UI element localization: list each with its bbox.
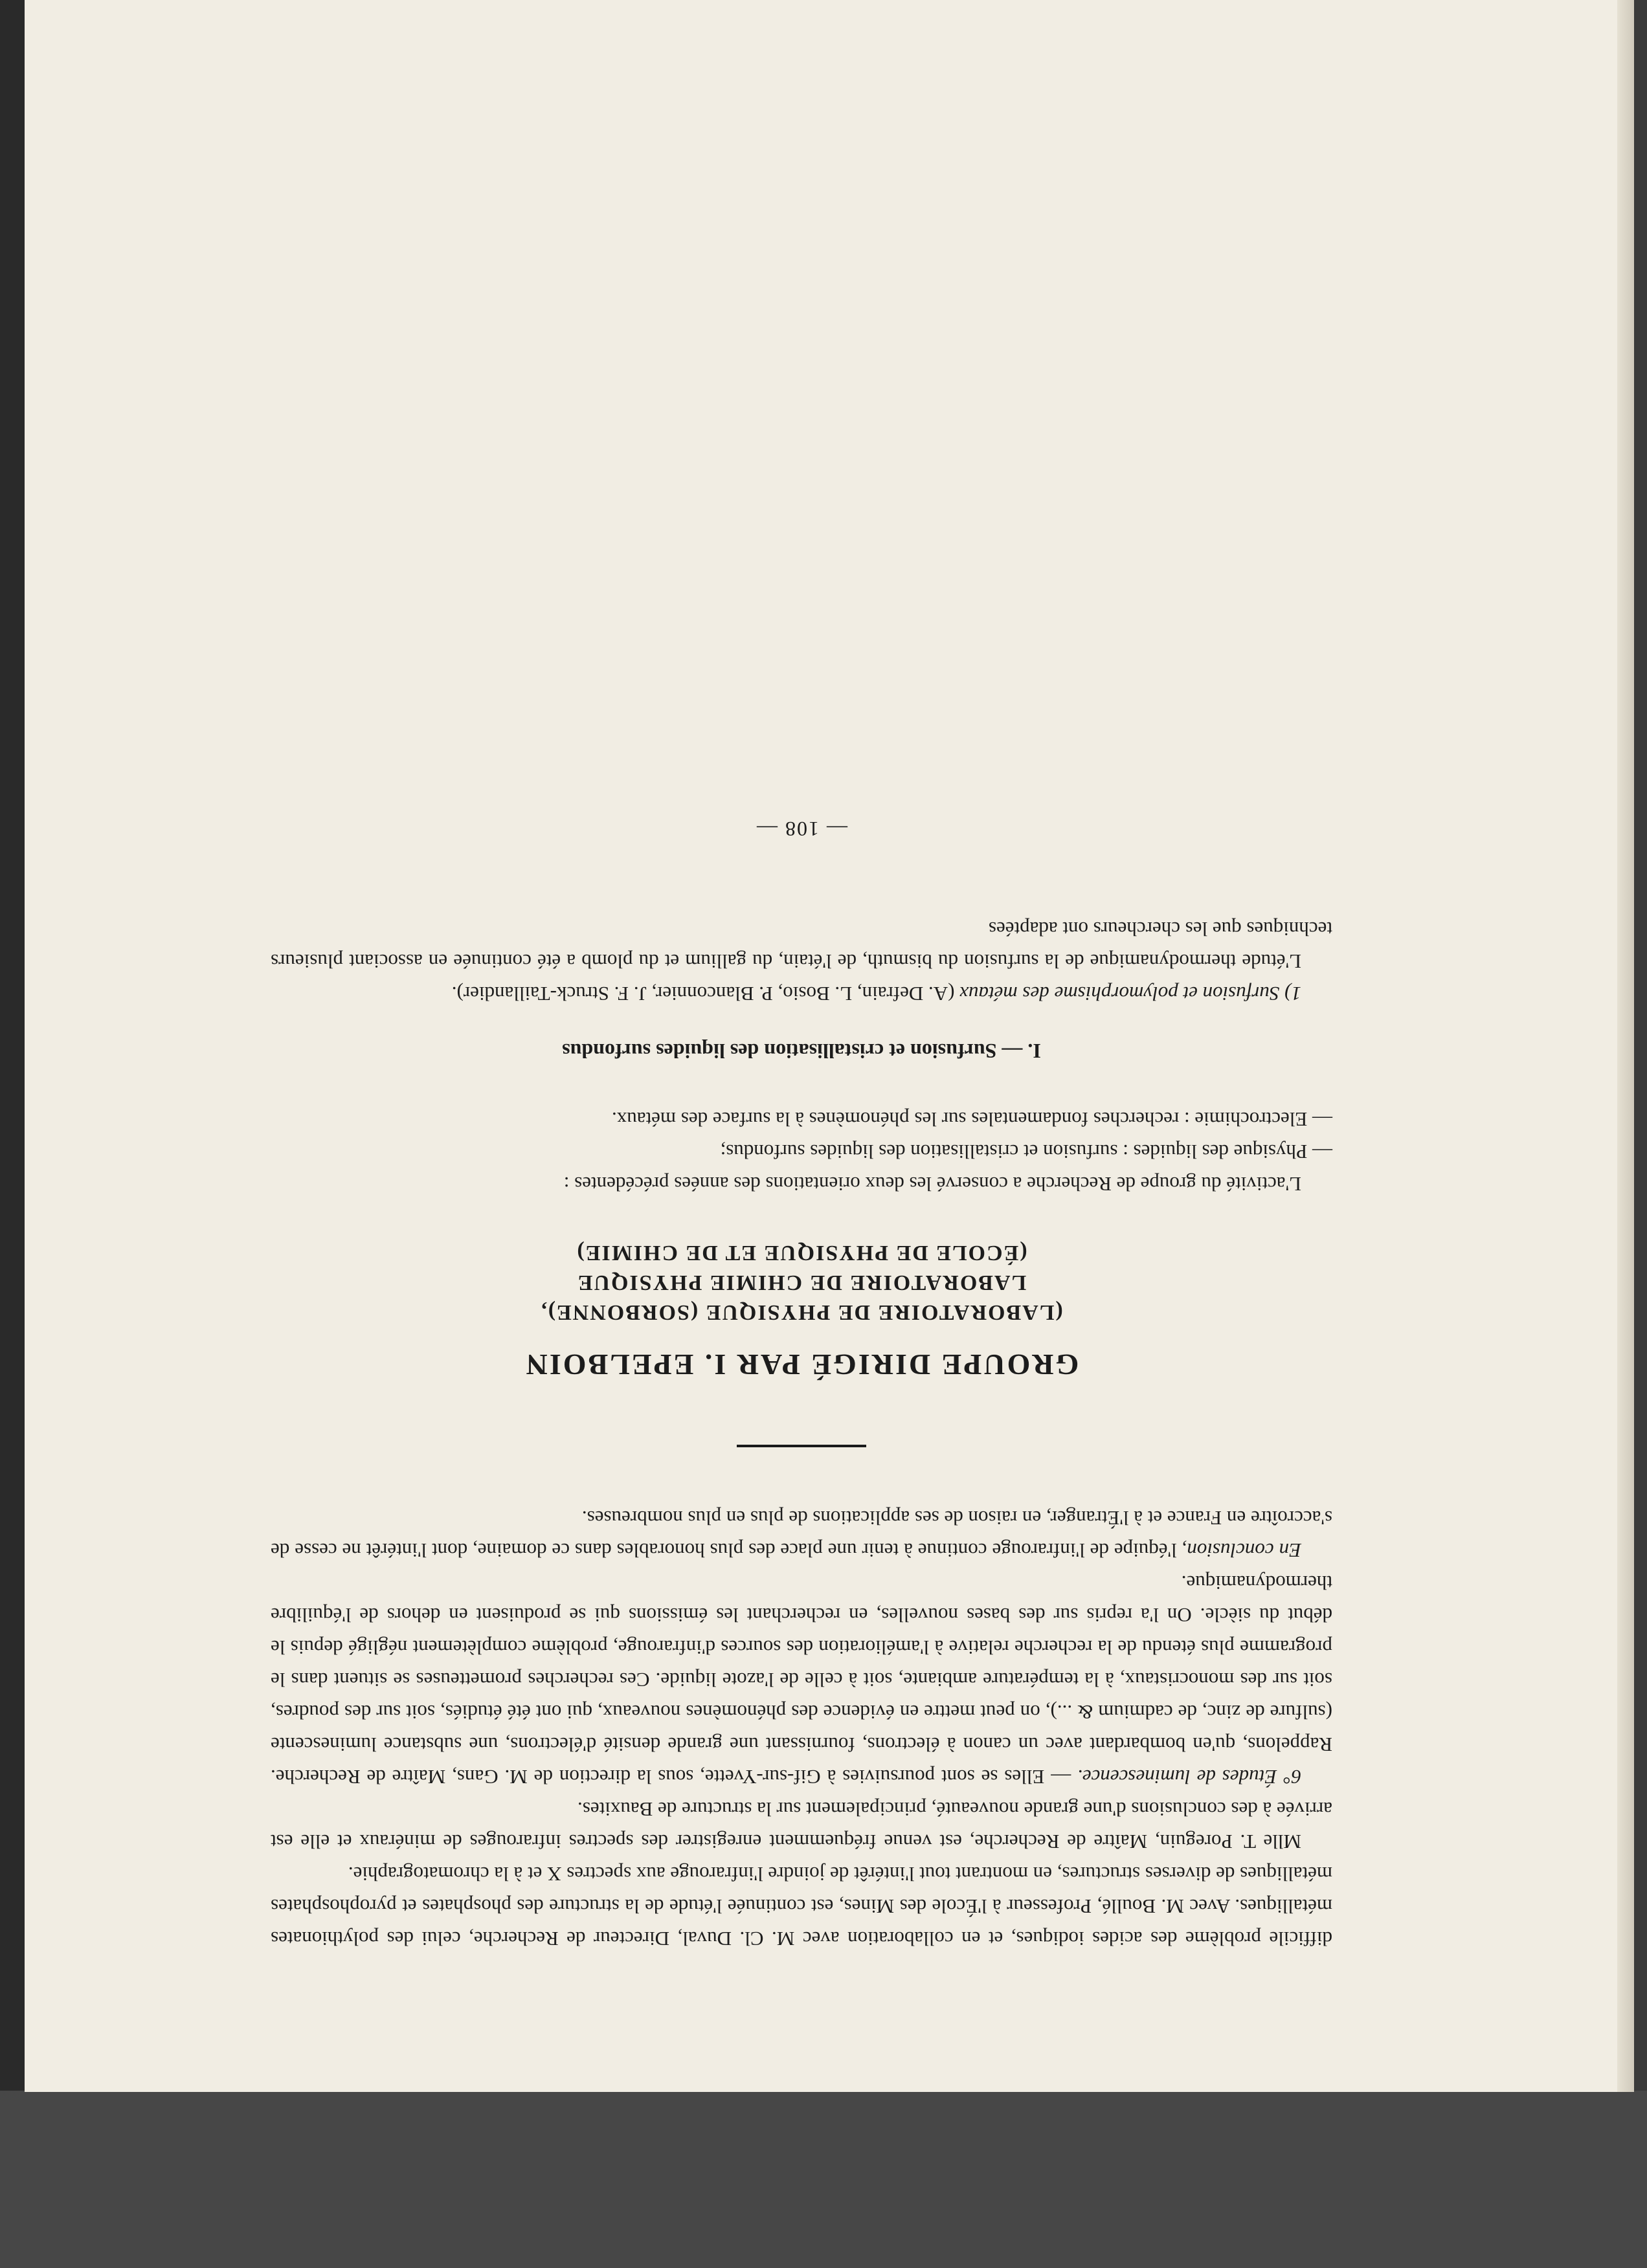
inverted-text-block [271, 207, 1332, 1955]
paragraph-luminescence [271, 1566, 1332, 1793]
luminescence-text: — Elles se sont poursuivies à Gif-sur-Yvette, sous la direction de M. Gans, Maître de Recherche. Rappelons, qu'en bombardant avec un canon à électrons, fournissant une grande densité d'électrons, une substance luminescente (sulfure de zinc, de cadmium & ...), on peut mettre en évidence des phénomènes nouveaux, qui ont été étudiés, soit sur des poudres, soit sur des monocristaux, à la température ambiante, soit à celle de l'azote liquide. Ces recherches prometteuses se situent dans le programme plus étendu de la recherche relative à l'amélioration des sources d'infrarouge, problème complètement négligé depuis le début du siècle. On l'a repris sur des bases nouvelles, en recherchant les émissions qui se produisent en dehors de l'équilibre thermodynamique. [271, 1572, 1332, 1788]
group-title: GROUPE DIRIGÉ PAR I. EPELBOIN [524, 1348, 1079, 1381]
list-item-electrochimie: — Electrochimie : recherches fondamentales sur les phénomènes à la surface des métaux. [612, 1108, 1332, 1131]
luminescence-label: 6° Études de luminescence. [1077, 1766, 1301, 1788]
paragraph-acides-iodiques: difficile problème des acides iodiques, et en collaboration avec M. Cl. Duval, Directeur de Recherche, celui des polythionates métalliques. Avec M. Boullé, Professeur à l'École des Mines, est continuée l'étude de la structure des phosphates et pyrophosphates métalliques de diverses structures, en montrant tout l'intérêt de joindre l'infrarouge aux spectres X et à la chromatographie. [271, 1863, 1332, 1950]
laboratory-names [271, 1238, 1332, 1327]
conclusion-text: l'équipe de l'infrarouge continue à tenir une place des plus honorables dans ce domaine, dont l'intérêt ne cesse de s'accroître en France et à l'Étranger, en raison de ses applications de plus en plus nombreuses. [271, 1507, 1332, 1562]
subsection-authors: (A. Defrain, L. Bosio, P. Blanconnier, J. F. Struck-Taillandier). [451, 983, 960, 1005]
conclusion-label: En conclusion, [1182, 1539, 1301, 1562]
lab-line-ecole: (ÉCOLE DE PHYSIQUE ET DE CHIMIE) [576, 1241, 1027, 1265]
paragraph-poreguin: Mlle T. Poreguin, Maître de Recherche, est venue fréquemment enregistrer des spectres infrarouges de minéraux et elle est arrivée à des conclusions d'une grande nouveauté, principalement sur la structure de Bauxites. [271, 1798, 1332, 1853]
page-edge [1617, 0, 1634, 2092]
paragraph-activity: L'activité du groupe de Recherche a conservé les deux orientations des années précédentes : [563, 1173, 1301, 1195]
list-item-physique-liquides: — Physique des liquides : surfusion et cristallisation des liquides surfondus; [720, 1140, 1332, 1163]
lab-line-chimie-physique: LABORATOIRE DE CHIMIE PHYSIQUE [576, 1271, 1027, 1295]
lab-line-sorbonne: (LABORATOIRE DE PHYSIQUE (SORBONNE), [540, 1300, 1063, 1324]
document-page [25, 0, 1634, 2092]
paragraph-conclusion [271, 1502, 1332, 1566]
subsection-label: 1) Surfusion et polymorphisme des métaux [959, 983, 1301, 1005]
scanner-background-bottom [0, 2091, 1647, 2268]
page-content [271, 813, 1332, 1955]
scanner-background-left [0, 0, 26, 2268]
section-heading: I. — Surfusion et cristallisation des liquides surfondus [562, 1040, 1041, 1063]
section-divider [737, 1445, 866, 1447]
page-number: — 108 — [756, 817, 847, 841]
subsection-surfusion [271, 977, 1332, 1010]
paragraph-thermodynamique: L'étude thermodynamique de la surfusion du bismuth, de l'étain, du gallium et du plomb a été continuée en associant plusieurs techniques que les chercheurs ont adaptées [271, 918, 1332, 973]
